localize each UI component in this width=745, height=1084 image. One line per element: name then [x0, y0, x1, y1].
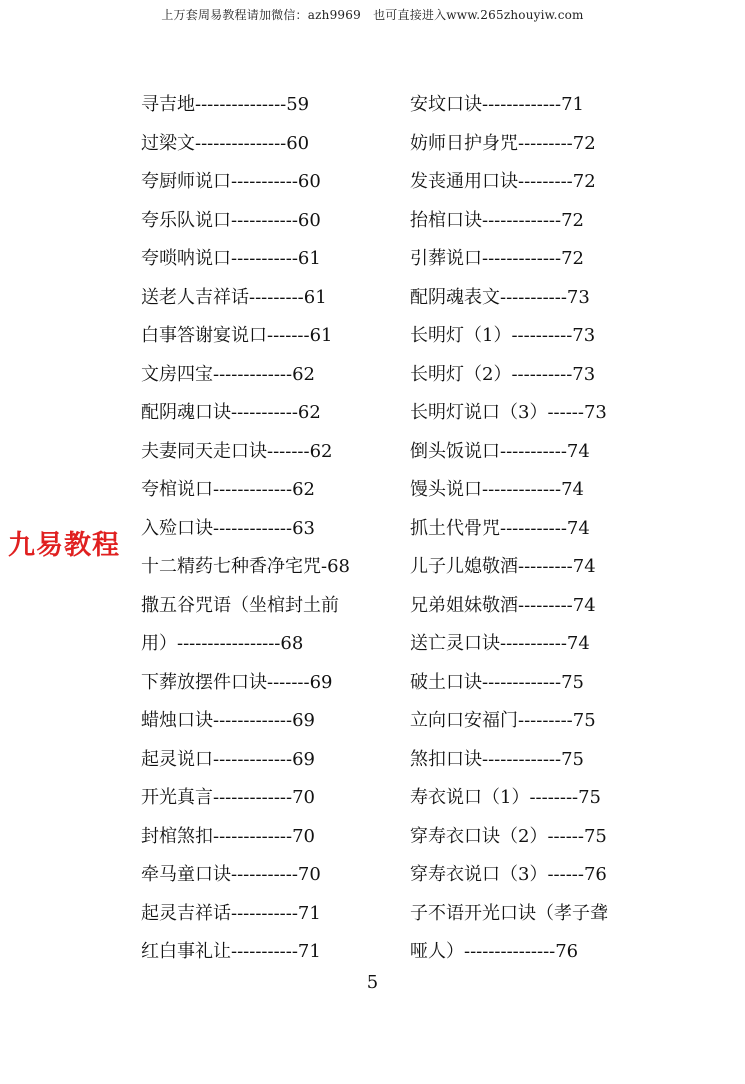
toc-entry: 兄弟姐妹敬酒---------74 — [410, 594, 596, 616]
toc-entry: 发丧通用口诀---------72 — [410, 171, 596, 192]
toc-entry: 起灵吉祥话-----------71 — [141, 902, 321, 924]
toc-entry: 哑人）---------------76 — [410, 941, 579, 962]
toc-entry: 文房四宝-------------62 — [141, 363, 315, 385]
toc-entry: 白事答谢宴说口-------61 — [141, 325, 333, 346]
toc-entry: 夸厨师说口-----------60 — [141, 171, 321, 192]
toc-entry: 寻吉地---------------59 — [141, 94, 310, 115]
toc-entry: 长明灯说口（3）------73 — [410, 402, 607, 423]
toc-entry: 下葬放摆件口诀-------69 — [141, 671, 333, 693]
toc-entry: 儿子儿媳敬酒---------74 — [410, 556, 596, 577]
toc-entry: 穿寿衣说口（3）------76 — [410, 864, 607, 885]
toc-right-column — [410, 86, 648, 972]
watermark-logo: 九易教程 — [8, 530, 120, 561]
toc-entry: 入殓口诀-------------63 — [141, 517, 315, 539]
toc-entry: 红白事礼让-----------71 — [141, 941, 321, 962]
toc-entry: 长明灯（2）----------73 — [410, 363, 596, 385]
toc-entry: 夸棺说口-------------62 — [141, 479, 315, 500]
toc-entry: 夫妻同天走口诀-------62 — [141, 440, 333, 462]
toc-entry: 夸乐队说口-----------60 — [141, 209, 321, 231]
toc-entry: 馒头说口-------------74 — [410, 479, 584, 500]
toc-entry: 牵马童口诀-----------70 — [141, 864, 321, 885]
toc-entry: 撒五谷咒语（坐棺封土前 — [141, 594, 339, 616]
toc-entry: 抬棺口诀-------------72 — [410, 209, 584, 231]
page-number: 5 — [366, 972, 379, 993]
toc-entry: 蜡烛口诀-------------69 — [141, 710, 315, 731]
toc-entry: 破土口诀-------------75 — [410, 671, 584, 693]
toc-entry: 送亡灵口诀-----------74 — [410, 633, 590, 654]
toc-entry: 配阴魂口诀-----------62 — [141, 402, 321, 423]
toc-entry: 立向口安福门---------75 — [410, 710, 596, 731]
toc-entry: 寿衣说口（1）--------75 — [410, 787, 602, 808]
toc-entry: 起灵说口-------------69 — [141, 748, 315, 770]
toc-entry: 送老人吉祥话---------61 — [141, 286, 327, 308]
toc-entry: 长明灯（1）----------73 — [410, 325, 596, 346]
toc-entry: 十二精药七种香净宅咒-68 — [141, 556, 350, 577]
toc-entry: 妨师日护身咒---------72 — [410, 132, 596, 154]
page-header: 上万套周易教程请加微信：azh9969 也可直接进入www.265zhouyiw.com — [161, 8, 584, 22]
toc-entry: 过梁文---------------60 — [141, 132, 310, 154]
toc-entry: 安坟口诀-------------71 — [410, 94, 584, 115]
toc-left-column — [141, 86, 386, 972]
toc-entry: 开光真言-------------70 — [141, 787, 315, 808]
toc-entry: 用）-----------------68 — [141, 633, 304, 654]
toc-entry: 夸唢呐说口-----------61 — [141, 248, 321, 269]
toc-entry: 倒头饭说口-----------74 — [410, 440, 590, 462]
toc-entry: 引葬说口-------------72 — [410, 248, 584, 269]
toc-entry: 穿寿衣口诀（2）------75 — [410, 825, 607, 847]
toc-entry: 封棺煞扣-------------70 — [141, 825, 315, 847]
toc-entry: 抓土代骨咒-----------74 — [410, 517, 590, 539]
toc-entry: 煞扣口诀-------------75 — [410, 748, 584, 770]
toc-entry: 配阴魂表文-----------73 — [410, 286, 590, 308]
toc-entry: 子不语开光口诀（孝子聋 — [410, 902, 608, 924]
